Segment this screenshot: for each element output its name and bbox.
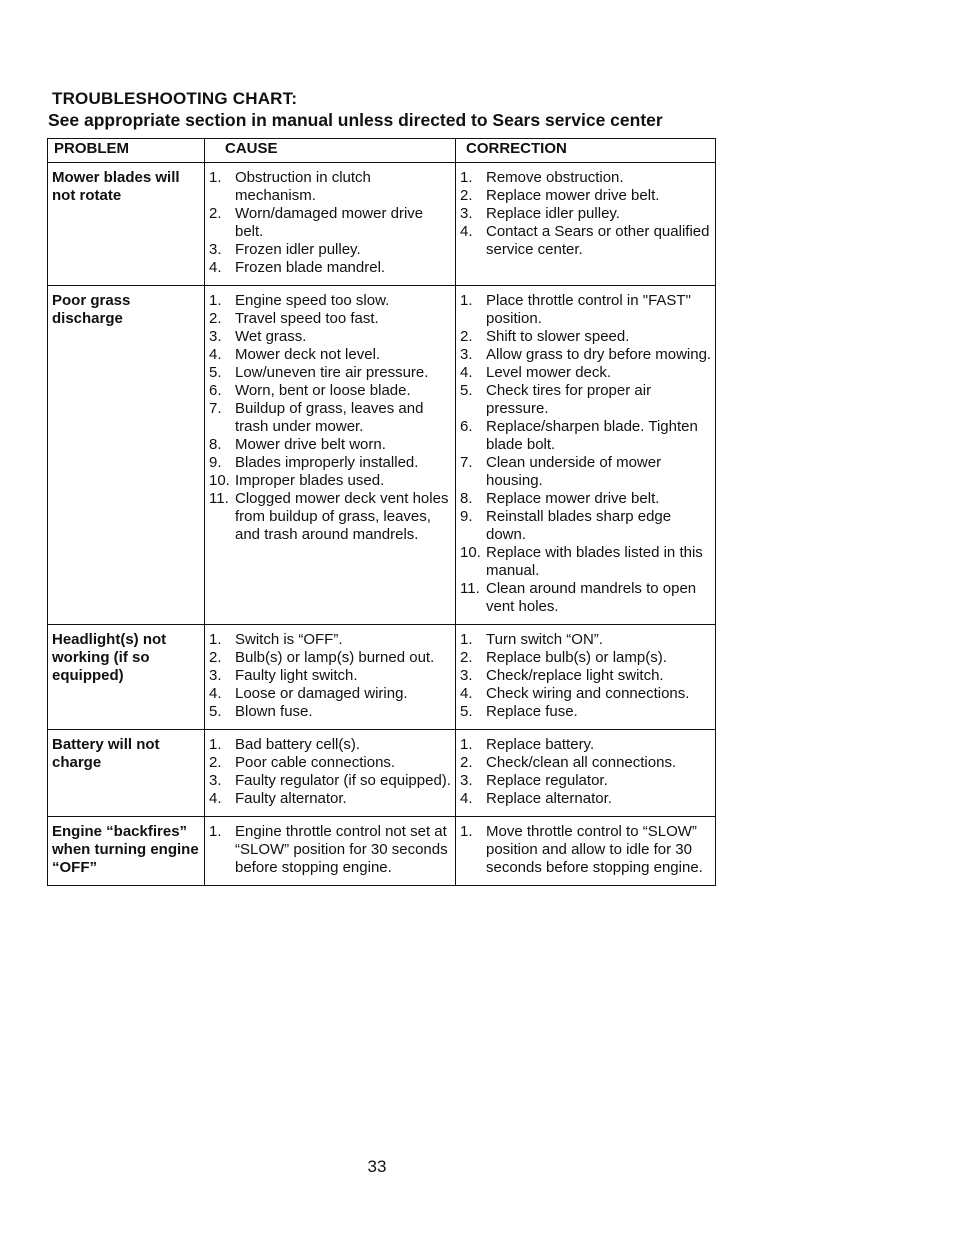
item-number: 1. bbox=[209, 292, 222, 309]
item-text: Switch is “OFF”. bbox=[235, 631, 343, 648]
correction-item bbox=[460, 790, 713, 808]
chart-subtitle: See appropriate section in manual unless directed to Sears service center bbox=[48, 110, 663, 130]
correction-item bbox=[460, 544, 713, 580]
item-number: 6. bbox=[209, 382, 222, 399]
cause-item bbox=[209, 736, 453, 754]
item-number: 2. bbox=[460, 328, 473, 345]
cause-cell bbox=[205, 817, 456, 886]
correction-item bbox=[460, 490, 713, 508]
correction-item bbox=[460, 346, 713, 364]
item-number: 2. bbox=[209, 310, 222, 327]
item-text: Replace mower drive belt. bbox=[486, 490, 660, 507]
item-number: 1. bbox=[460, 292, 473, 309]
item-number: 2. bbox=[209, 649, 222, 666]
cause-item bbox=[209, 649, 453, 667]
item-text: Check/replace light switch. bbox=[486, 667, 664, 684]
item-text: Clogged mower deck vent holes from buildup of grass, leaves, and trash around mandrels. bbox=[235, 490, 449, 543]
item-number: 5. bbox=[460, 703, 473, 720]
item-number: 4. bbox=[460, 790, 473, 807]
correction-item bbox=[460, 328, 713, 346]
item-text: Bad battery cell(s). bbox=[235, 736, 361, 753]
page-number: 33 bbox=[367, 1157, 387, 1176]
cause-item bbox=[209, 364, 453, 382]
item-number: 4. bbox=[209, 685, 222, 702]
cause-list bbox=[209, 823, 453, 877]
cause-item bbox=[209, 292, 453, 310]
item-number: 8. bbox=[460, 490, 473, 507]
item-number: 1. bbox=[460, 169, 473, 186]
correction-cell bbox=[456, 817, 716, 886]
item-text: Improper blades used. bbox=[235, 472, 385, 489]
item-text: Clean around mandrels to open vent holes. bbox=[486, 580, 697, 615]
cause-item bbox=[209, 328, 453, 346]
correction-list bbox=[460, 823, 713, 877]
item-number: 4. bbox=[209, 790, 222, 807]
item-text: Frozen blade mandrel. bbox=[235, 259, 386, 276]
item-text: Obstruction in clutch mechanism. bbox=[235, 169, 371, 204]
correction-cell bbox=[456, 163, 716, 286]
correction-list bbox=[460, 292, 713, 616]
item-text: Faulty light switch. bbox=[235, 667, 358, 684]
item-number: 3. bbox=[209, 241, 222, 258]
item-text: Replace idler pulley. bbox=[486, 205, 620, 222]
correction-item bbox=[460, 754, 713, 772]
correction-item bbox=[460, 631, 713, 649]
item-number: 2. bbox=[460, 187, 473, 204]
item-text: Low/uneven tire air pressure. bbox=[235, 364, 429, 381]
cause-item bbox=[209, 490, 453, 544]
item-text: Clean underside of mower housing. bbox=[486, 454, 662, 489]
cause-item bbox=[209, 454, 453, 472]
cause-item bbox=[209, 310, 453, 328]
item-text: Poor cable connections. bbox=[235, 754, 396, 771]
item-text: Allow grass to dry before mowing. bbox=[486, 346, 712, 363]
item-number: 2. bbox=[209, 205, 222, 222]
item-number: 10. bbox=[460, 544, 481, 561]
item-number: 9. bbox=[209, 454, 222, 471]
item-number: 1. bbox=[460, 823, 473, 840]
item-text: Check tires for proper air pressure. bbox=[486, 382, 652, 417]
item-number: 4. bbox=[460, 364, 473, 381]
item-text: Contact a Sears or other qualified service center. bbox=[486, 223, 710, 258]
item-number: 11. bbox=[460, 580, 480, 597]
correction-item bbox=[460, 364, 713, 382]
item-text: Check/clean all connections. bbox=[486, 754, 677, 771]
cause-item bbox=[209, 169, 453, 205]
item-number: 7. bbox=[209, 400, 222, 417]
item-text: Blown fuse. bbox=[235, 703, 313, 720]
correction-list bbox=[460, 736, 713, 808]
correction-item bbox=[460, 292, 713, 328]
item-number: 1. bbox=[209, 169, 222, 186]
problem-cell: Mower blades will not rotate bbox=[48, 163, 205, 286]
correction-item bbox=[460, 823, 713, 877]
correction-item bbox=[460, 649, 713, 667]
item-number: 1. bbox=[209, 736, 222, 753]
item-number: 3. bbox=[460, 205, 473, 222]
troubleshooting-table bbox=[47, 138, 716, 886]
item-text: Replace bulb(s) or lamp(s). bbox=[486, 649, 667, 666]
correction-cell bbox=[456, 730, 716, 817]
item-text: Replace alternator. bbox=[486, 790, 612, 807]
item-text: Replace mower drive belt. bbox=[486, 187, 660, 204]
item-number: 2. bbox=[209, 754, 222, 771]
cause-cell bbox=[205, 625, 456, 730]
item-text: Replace battery. bbox=[486, 736, 595, 753]
correction-list bbox=[460, 631, 713, 721]
cause-item bbox=[209, 754, 453, 772]
item-text: Bulb(s) or lamp(s) burned out. bbox=[235, 649, 435, 666]
item-number: 1. bbox=[209, 631, 222, 648]
item-number: 6. bbox=[460, 418, 473, 435]
item-text: Level mower deck. bbox=[486, 364, 612, 381]
item-number: 4. bbox=[460, 685, 473, 702]
correction-item bbox=[460, 685, 713, 703]
item-number: 7. bbox=[460, 454, 473, 471]
item-number: 1. bbox=[460, 736, 473, 753]
correction-item bbox=[460, 580, 713, 616]
chart-title: TROUBLESHOOTING CHART: bbox=[52, 89, 298, 108]
cause-item bbox=[209, 667, 453, 685]
cause-item bbox=[209, 241, 453, 259]
correction-item bbox=[460, 454, 713, 490]
problem-cell: Engine “backfires” when turning engine “OFF” bbox=[48, 817, 205, 886]
problem-cell: Headlight(s) not working (if so equipped) bbox=[48, 625, 205, 730]
item-text: Blades improperly installed. bbox=[235, 454, 419, 471]
item-number: 5. bbox=[460, 382, 473, 399]
item-text: Wet grass. bbox=[235, 328, 307, 345]
table-row bbox=[48, 163, 716, 286]
correction-item bbox=[460, 418, 713, 454]
problem-cell: Poor grass discharge bbox=[48, 286, 205, 625]
correction-cell bbox=[456, 625, 716, 730]
item-text: Mower drive belt worn. bbox=[235, 436, 386, 453]
item-number: 4. bbox=[460, 223, 473, 240]
item-text: Frozen idler pulley. bbox=[235, 241, 361, 258]
table-row bbox=[48, 730, 716, 817]
item-number: 10. bbox=[209, 472, 230, 489]
table-row bbox=[48, 286, 716, 625]
cause-list bbox=[209, 292, 453, 544]
item-number: 3. bbox=[460, 346, 473, 363]
cause-item bbox=[209, 631, 453, 649]
item-number: 5. bbox=[209, 364, 222, 381]
item-text: Shift to slower speed. bbox=[486, 328, 630, 345]
item-text: Travel speed too fast. bbox=[235, 310, 379, 327]
cause-item bbox=[209, 703, 453, 721]
item-number: 2. bbox=[460, 754, 473, 771]
item-text: Move throttle control to “SLOW” position and allow to idle for 30 seconds before stopping engine. bbox=[486, 823, 703, 876]
correction-item bbox=[460, 736, 713, 754]
cause-item bbox=[209, 823, 453, 877]
header-correction: CORRECTION bbox=[456, 139, 716, 163]
cause-item bbox=[209, 400, 453, 436]
item-text: Replace with blades listed in this manual. bbox=[486, 544, 703, 579]
header-problem: PROBLEM bbox=[48, 139, 205, 163]
item-text: Replace regulator. bbox=[486, 772, 608, 789]
item-text: Mower deck not level. bbox=[235, 346, 381, 363]
item-text: Replace fuse. bbox=[486, 703, 578, 720]
item-number: 11. bbox=[209, 490, 229, 507]
item-text: Buildup of grass, leaves and trash under mower. bbox=[235, 400, 424, 435]
cause-cell bbox=[205, 286, 456, 625]
cause-item bbox=[209, 205, 453, 241]
cause-cell bbox=[205, 730, 456, 817]
correction-list bbox=[460, 169, 713, 259]
cause-cell bbox=[205, 163, 456, 286]
table-body bbox=[48, 163, 716, 886]
cause-item bbox=[209, 382, 453, 400]
item-number: 3. bbox=[209, 772, 222, 789]
table-header-row bbox=[48, 139, 716, 163]
item-number: 4. bbox=[209, 259, 222, 276]
header-cause: CAUSE bbox=[205, 139, 456, 163]
item-text: Worn, bent or loose blade. bbox=[235, 382, 411, 399]
correction-item bbox=[460, 205, 713, 223]
cause-list bbox=[209, 631, 453, 721]
item-number: 1. bbox=[460, 631, 473, 648]
cause-item bbox=[209, 790, 453, 808]
correction-cell bbox=[456, 286, 716, 625]
problem-cell: Battery will not charge bbox=[48, 730, 205, 817]
item-number: 1. bbox=[209, 823, 222, 840]
correction-item bbox=[460, 169, 713, 187]
cause-item bbox=[209, 772, 453, 790]
item-text: Reinstall blades sharp edge down. bbox=[486, 508, 672, 543]
item-text: Place throttle control in "FAST" position. bbox=[486, 292, 691, 327]
correction-item bbox=[460, 703, 713, 721]
table-row bbox=[48, 817, 716, 886]
correction-item bbox=[460, 772, 713, 790]
item-number: 9. bbox=[460, 508, 473, 525]
correction-item bbox=[460, 223, 713, 259]
cause-item bbox=[209, 685, 453, 703]
item-text: Engine throttle control not set at “SLOW” position for 30 seconds before stopping engine. bbox=[235, 823, 448, 876]
item-number: 3. bbox=[460, 667, 473, 684]
correction-item bbox=[460, 187, 713, 205]
cause-item bbox=[209, 436, 453, 454]
item-text: Faulty regulator (if so equipped). bbox=[235, 772, 451, 789]
item-text: Engine speed too slow. bbox=[235, 292, 390, 309]
item-number: 2. bbox=[460, 649, 473, 666]
item-text: Check wiring and connections. bbox=[486, 685, 690, 702]
item-text: Faulty alternator. bbox=[235, 790, 347, 807]
item-text: Remove obstruction. bbox=[486, 169, 624, 186]
cause-list bbox=[209, 736, 453, 808]
item-number: 3. bbox=[209, 328, 222, 345]
item-text: Replace/sharpen blade. Tighten blade bolt. bbox=[486, 418, 698, 453]
cause-item bbox=[209, 346, 453, 364]
item-text: Loose or damaged wiring. bbox=[235, 685, 408, 702]
item-number: 3. bbox=[460, 772, 473, 789]
cause-list bbox=[209, 169, 453, 277]
table-row bbox=[48, 625, 716, 730]
item-text: Worn/damaged mower drive belt. bbox=[235, 205, 424, 240]
correction-item bbox=[460, 382, 713, 418]
item-number: 5. bbox=[209, 703, 222, 720]
item-text: Turn switch “ON”. bbox=[486, 631, 603, 648]
cause-item bbox=[209, 259, 453, 277]
item-number: 8. bbox=[209, 436, 222, 453]
correction-item bbox=[460, 667, 713, 685]
item-number: 3. bbox=[209, 667, 222, 684]
cause-item bbox=[209, 472, 453, 490]
correction-item bbox=[460, 508, 713, 544]
item-number: 4. bbox=[209, 346, 222, 363]
